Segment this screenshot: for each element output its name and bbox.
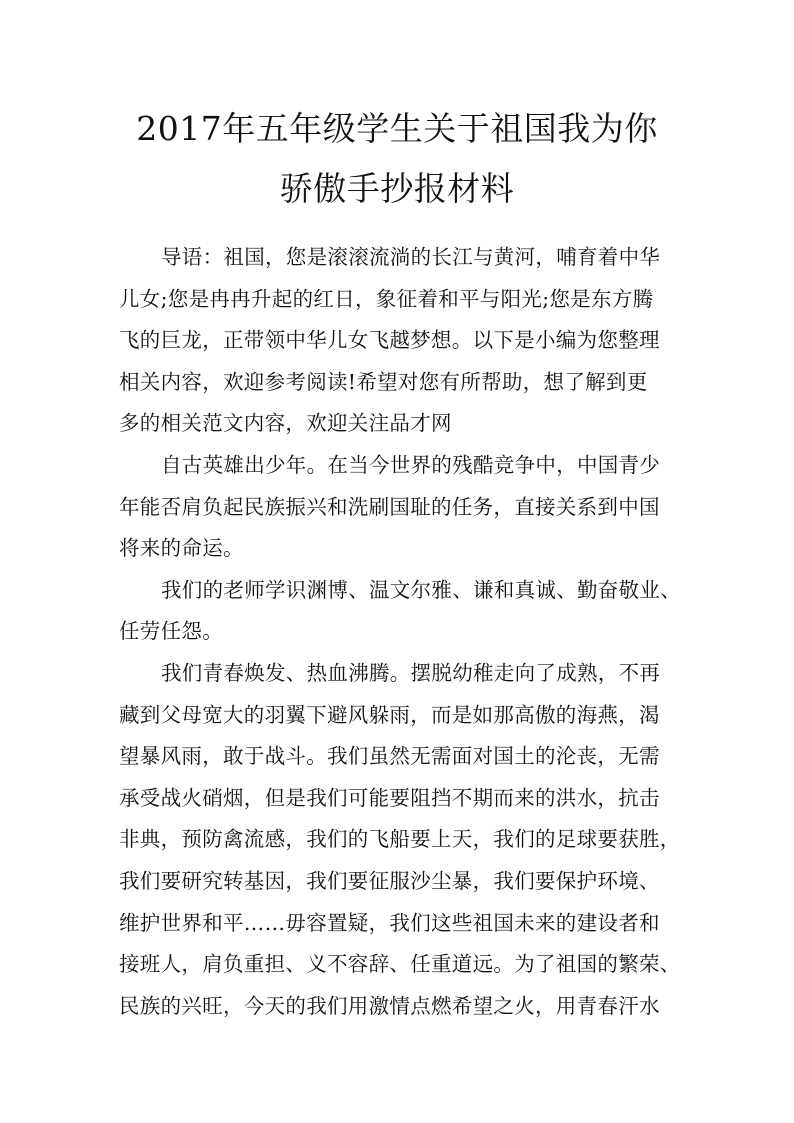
body-line: 承受战火硝烟，但是我们可能要阻挡不期而来的洪水，抗击: [119, 785, 660, 810]
body-line: 多的相关范文内容，欢迎关注品才网: [119, 411, 452, 436]
body-line: 非典，预防禽流感，我们的飞船要上天，我们的足球要获胜，: [119, 827, 681, 852]
body-line: 我们的老师学识渊博、温文尔雅、谦和真诚、勤奋敬业、: [161, 577, 681, 602]
body-line: 儿女;您是冉冉升起的红日，象征着和平与阳光;您是东方腾: [119, 286, 654, 311]
body-line: 导语：祖国，您是滚滚流淌的长江与黄河，哺育着中华: [161, 245, 661, 269]
document-title-line-2: 骄傲手抄报材料: [279, 169, 515, 208]
body-line: 我们青春焕发、热血沸腾。摆脱幼稚走向了成熟，不再: [161, 660, 661, 685]
body-line: 将来的命运。: [119, 536, 244, 561]
body-line: 年能否肩负起民族振兴和洗刷国耻的任务，直接关系到中国: [119, 494, 660, 519]
document-title-line-1: 2017年五年级学生关于祖国我为你: [136, 109, 658, 148]
body-line: 任劳任怨。: [119, 619, 223, 644]
document-body: [119, 237, 679, 1027]
body-line: 藏到父母宽大的羽翼下避风躲雨，而是如那高傲的海燕，渴: [119, 702, 660, 727]
body-line: 民族的兴旺，今天的我们用激情点燃希望之火，用青春汗水: [119, 993, 660, 1018]
body-line: 飞的巨龙，正带领中华儿女飞越梦想。以下是小编为您整理: [119, 328, 660, 353]
body-line: 接班人，肩负重担、义不容辞、任重道远。为了祖国的繁荣、: [119, 952, 681, 977]
body-line: 相关内容，欢迎参考阅读!希望对您有所帮助，想了解到更: [119, 369, 648, 394]
body-line: 我们要研究转基因，我们要征服沙尘暴，我们要保护环境、: [119, 868, 660, 893]
body-line: 自古英雄出少年。在当今世界的残酷竞争中，中国青少: [161, 452, 661, 477]
body-line: 维护世界和平……毋容置疑，我们这些祖国未来的建设者和: [119, 910, 660, 935]
body-line: 望暴风雨，敢于战斗。我们虽然无需面对国土的沦丧，无需: [119, 744, 660, 769]
